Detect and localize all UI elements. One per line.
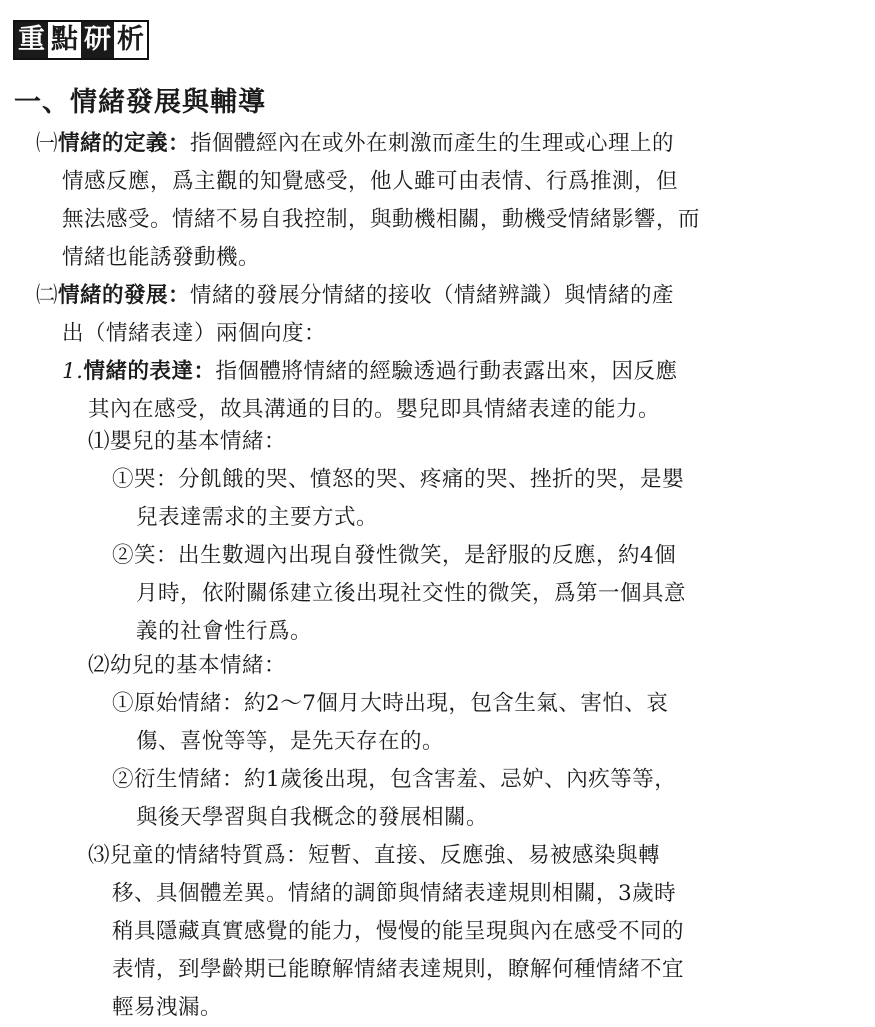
paragraph-line: 無法感受。情緒不易自我控制，與動機相關，動機受情緒影響，而 [62, 207, 701, 232]
paragraph-line: 其內在感受，故具溝通的目的。嬰兒即具情緒表達的能力。 [88, 397, 661, 422]
infant-emotions-heading [88, 423, 286, 461]
item-marker: ② [112, 767, 135, 792]
paragraph-line: 衍生情緒：約1歲後出現，包含害羞、忌妒、內疚等等， [134, 767, 677, 792]
paragraph-line: 稍具隱藏真實感覺的能力，慢慢的能呈現與內在感受不同的 [112, 919, 685, 944]
paragraph-line: 原始情緒：約2～7個月大時出現，包含生氣、害怕、哀 [134, 691, 669, 716]
child-traits-paragraph [88, 837, 684, 1027]
item-number: 1. [62, 359, 84, 384]
paragraph-line: 出（情緒表達）兩個向度： [62, 321, 327, 346]
paragraph-line: 移、具個體差異。情緒的調節與情緒表達規則相關，3歲時 [112, 881, 677, 906]
paragraph-line: 表情，到學齡期已能瞭解情緒表達規則，瞭解何種情緒不宜 [112, 957, 685, 982]
term-label: 情緒的表達： [83, 359, 216, 384]
paragraph-line: 義的社會性行爲。 [136, 619, 313, 644]
paragraph-line: 哭：分飢餓的哭、憤怒的哭、疼痛的哭、挫折的哭，是嬰 [134, 467, 685, 492]
paragraph-line: 與後天學習與自我概念的發展相關。 [136, 805, 489, 830]
item-marker: ② [112, 543, 135, 568]
paragraph-line: 情感反應，爲主觀的知覺感受，他人雖可由表情、行爲推測，但 [62, 169, 679, 194]
toddler-emotions-heading [88, 647, 286, 685]
expression-paragraph [62, 353, 678, 429]
primary-emotions-item [112, 685, 668, 761]
badge-char: 析 [114, 22, 147, 58]
definition-paragraph [36, 125, 700, 277]
paragraph-line: 月時，依附關係建立後出現社交性的微笑，爲第一個具意 [136, 581, 687, 606]
paragraph-line: 指個體將情緒的經驗透過行動表露出來，因反應 [215, 359, 678, 384]
item-marker: ⑶ [88, 843, 111, 868]
crying-item [112, 461, 684, 537]
paragraph-line: 幼兒的基本情緒： [110, 653, 287, 678]
item-marker: ㈡ [36, 283, 59, 308]
paragraph-line: 輕易洩漏。 [112, 995, 223, 1020]
badge-char: 研 [81, 22, 114, 58]
section-badge [13, 20, 149, 60]
paragraph-line: 情緒也能誘發動機。 [62, 245, 261, 270]
item-marker: ① [112, 691, 135, 716]
paragraph-line: 嬰兒的基本情緒： [110, 429, 287, 454]
paragraph-line: 笑：出生數週內出現自發性微笑，是舒服的反應，約4個 [134, 543, 677, 568]
badge-char: 點 [48, 22, 81, 58]
item-marker: ⑴ [88, 429, 111, 454]
paragraph-line: 指個體經內在或外在刺激而產生的生理或心理上的 [190, 131, 675, 156]
smiling-item [112, 537, 686, 651]
item-marker: ① [112, 467, 135, 492]
paragraph-line: 兒表達需求的主要方式。 [136, 505, 379, 530]
paragraph-line: 兒童的情緒特質爲：短暫、直接、反應強、易被感染與轉 [110, 843, 661, 868]
secondary-emotions-item [112, 761, 676, 837]
term-label: 情緒的發展： [58, 283, 191, 308]
development-paragraph [36, 277, 674, 353]
item-marker: ⑵ [88, 653, 111, 678]
term-label: 情緒的定義： [58, 131, 191, 156]
section-heading: 一、情緒發展與輔導 [14, 87, 266, 118]
badge-char: 重 [15, 22, 48, 58]
paragraph-line: 情緒的發展分情緒的接收（情緒辨識）與情緒的產 [190, 283, 675, 308]
paragraph-line: 傷、喜悅等等，是先天存在的。 [136, 729, 445, 754]
item-marker: ㈠ [36, 131, 59, 156]
